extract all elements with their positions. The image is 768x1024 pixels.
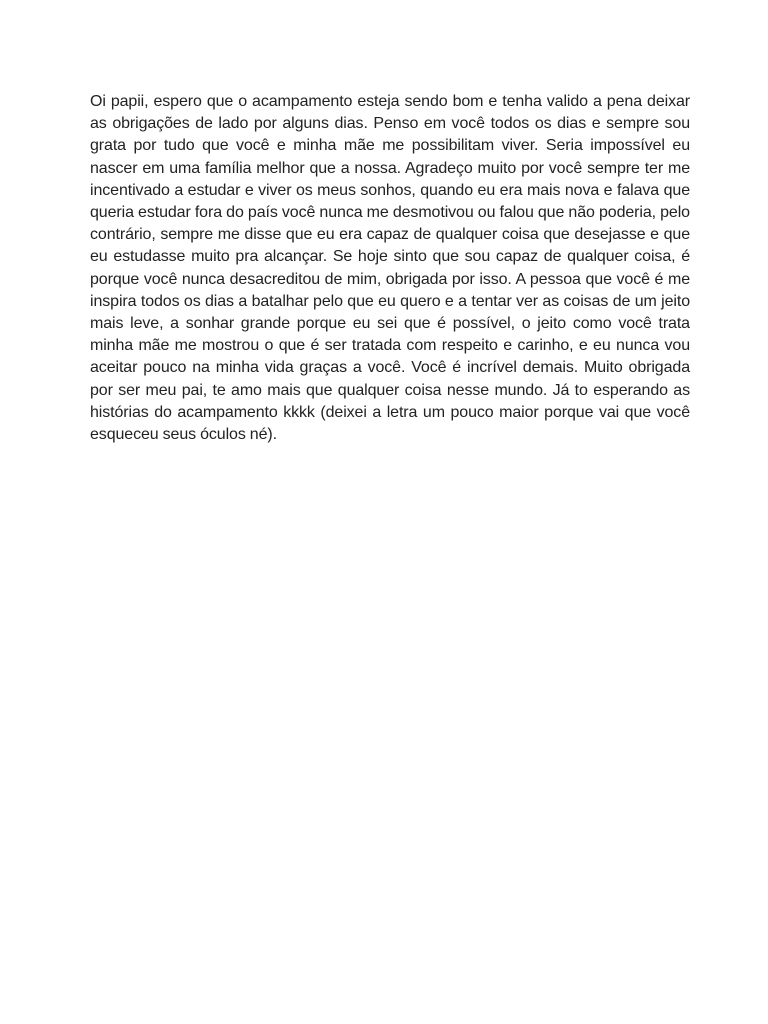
letter-paragraph: Oi papii, espero que o acampamento esteja sendo bom e tenha valido a pena deixar as obrigações de lado por alguns dias. Penso em você todos os dias e sempre sou grata por tudo que você e minha mãe me possibilitam viver. Seria impossível eu nascer em uma família melhor que a nossa. Agradeço muito por você sempre ter me incentivado a estudar e viver os meus sonhos, quando eu era mais nova e falava que queria estudar fora do país você nunca me desmotivou ou falou que não poderia, pelo contrário, sempre me disse que eu era capaz de qualquer coisa que desejasse e que eu estudasse muito pra alcançar. Se hoje sinto que sou capaz de qualquer coisa, é porque você nunca desacreditou de mim, obrigada por isso. A pessoa que você é me inspira todos os dias a batalhar pelo que eu quero e a tentar ver as coisas de um jeito mais leve, a sonhar grande porque eu sei que é possível, o jeito como você trata minha mãe me mostrou o que é ser tratada com respeito e carinho, e eu nunca vou aceitar pouco na minha vida graças a você. Você é incrível demais. Muito obrigada por ser meu pai, te amo mais que qualquer coisa nesse mundo. Já to esperando as histórias do acampamento kkkk (deixei a letra um pouco maior porque vai que você esqueceu seus óculos né). (90, 93, 690, 444)
